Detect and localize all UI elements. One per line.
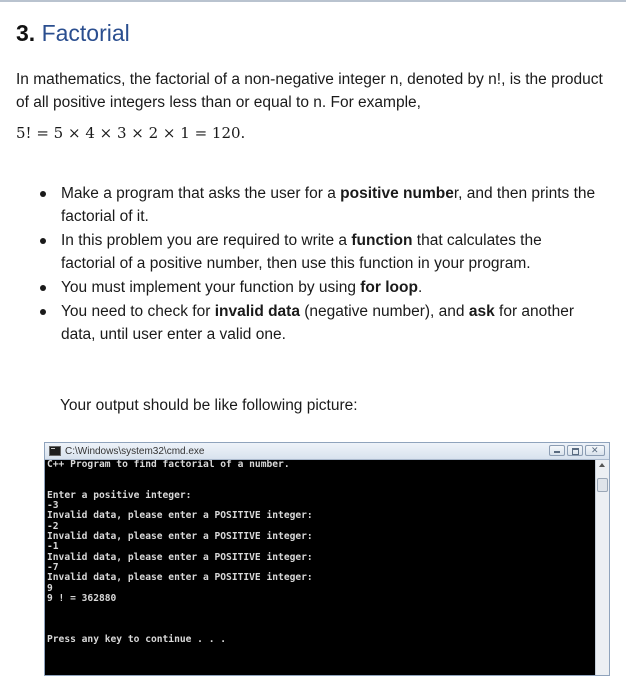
- console-line: Invalid data, please enter a POSITIVE integer:: [47, 572, 313, 584]
- maximize-icon: [567, 445, 583, 456]
- list-item: Make a program that asks the user for a positive number, and then prints the factorial of it.: [40, 182, 600, 228]
- section-number: 3.: [16, 20, 36, 46]
- console-line: Press any key to continue . . .: [47, 634, 227, 646]
- factorial-example-formula: 5! = 5 × 4 × 3 × 2 × 1 = 120.: [16, 124, 246, 142]
- console-line: -2: [47, 520, 59, 532]
- section-title: Factorial: [41, 20, 130, 46]
- requirements-list: [40, 182, 600, 347]
- console-line: Invalid data, please enter a POSITIVE integer:: [47, 551, 313, 563]
- window-controls: [549, 445, 605, 456]
- console-line: Invalid data, please enter a POSITIVE integer:: [47, 531, 313, 543]
- list-item: You must implement your function by using for loop.: [40, 276, 600, 299]
- intro-paragraph: In mathematics, the factorial of a non-negative integer n, denoted by n!, is the product of all positive integers less than or equal to n. For example,: [16, 71, 603, 111]
- minimize-icon: [549, 445, 565, 456]
- console-line: 9 ! = 362880: [47, 592, 117, 604]
- scroll-thumb: [597, 478, 608, 492]
- scroll-up-icon: [599, 463, 605, 467]
- list-item: In this problem you are required to write a function that calculates the factorial of a positive number, then use this function in your program.: [40, 229, 600, 275]
- console-line: C++ Program to find factorial of a number.: [47, 460, 290, 470]
- console-line: Enter a positive integer:: [47, 489, 192, 501]
- cmd-icon: [49, 446, 61, 456]
- console-line: 9: [47, 582, 53, 594]
- output-note: Your output should be like following picture:: [60, 397, 358, 414]
- console-line: -3: [47, 500, 59, 512]
- top-divider: [0, 0, 626, 2]
- close-icon: [585, 445, 605, 456]
- console-window-screenshot: [44, 442, 610, 676]
- console-scrollbar: [595, 460, 609, 675]
- console-line: -7: [47, 561, 59, 573]
- list-item: You need to check for invalid data (negative number), and ask for another data, until user enter a valid one.: [40, 300, 600, 346]
- console-output: [47, 460, 595, 675]
- section-heading: [16, 20, 130, 47]
- console-titlebar: [45, 443, 609, 460]
- console-line: Invalid data, please enter a POSITIVE integer:: [47, 510, 313, 522]
- console-title: C:\Windows\system32\cmd.exe: [65, 445, 205, 457]
- console-line: -1: [47, 541, 59, 553]
